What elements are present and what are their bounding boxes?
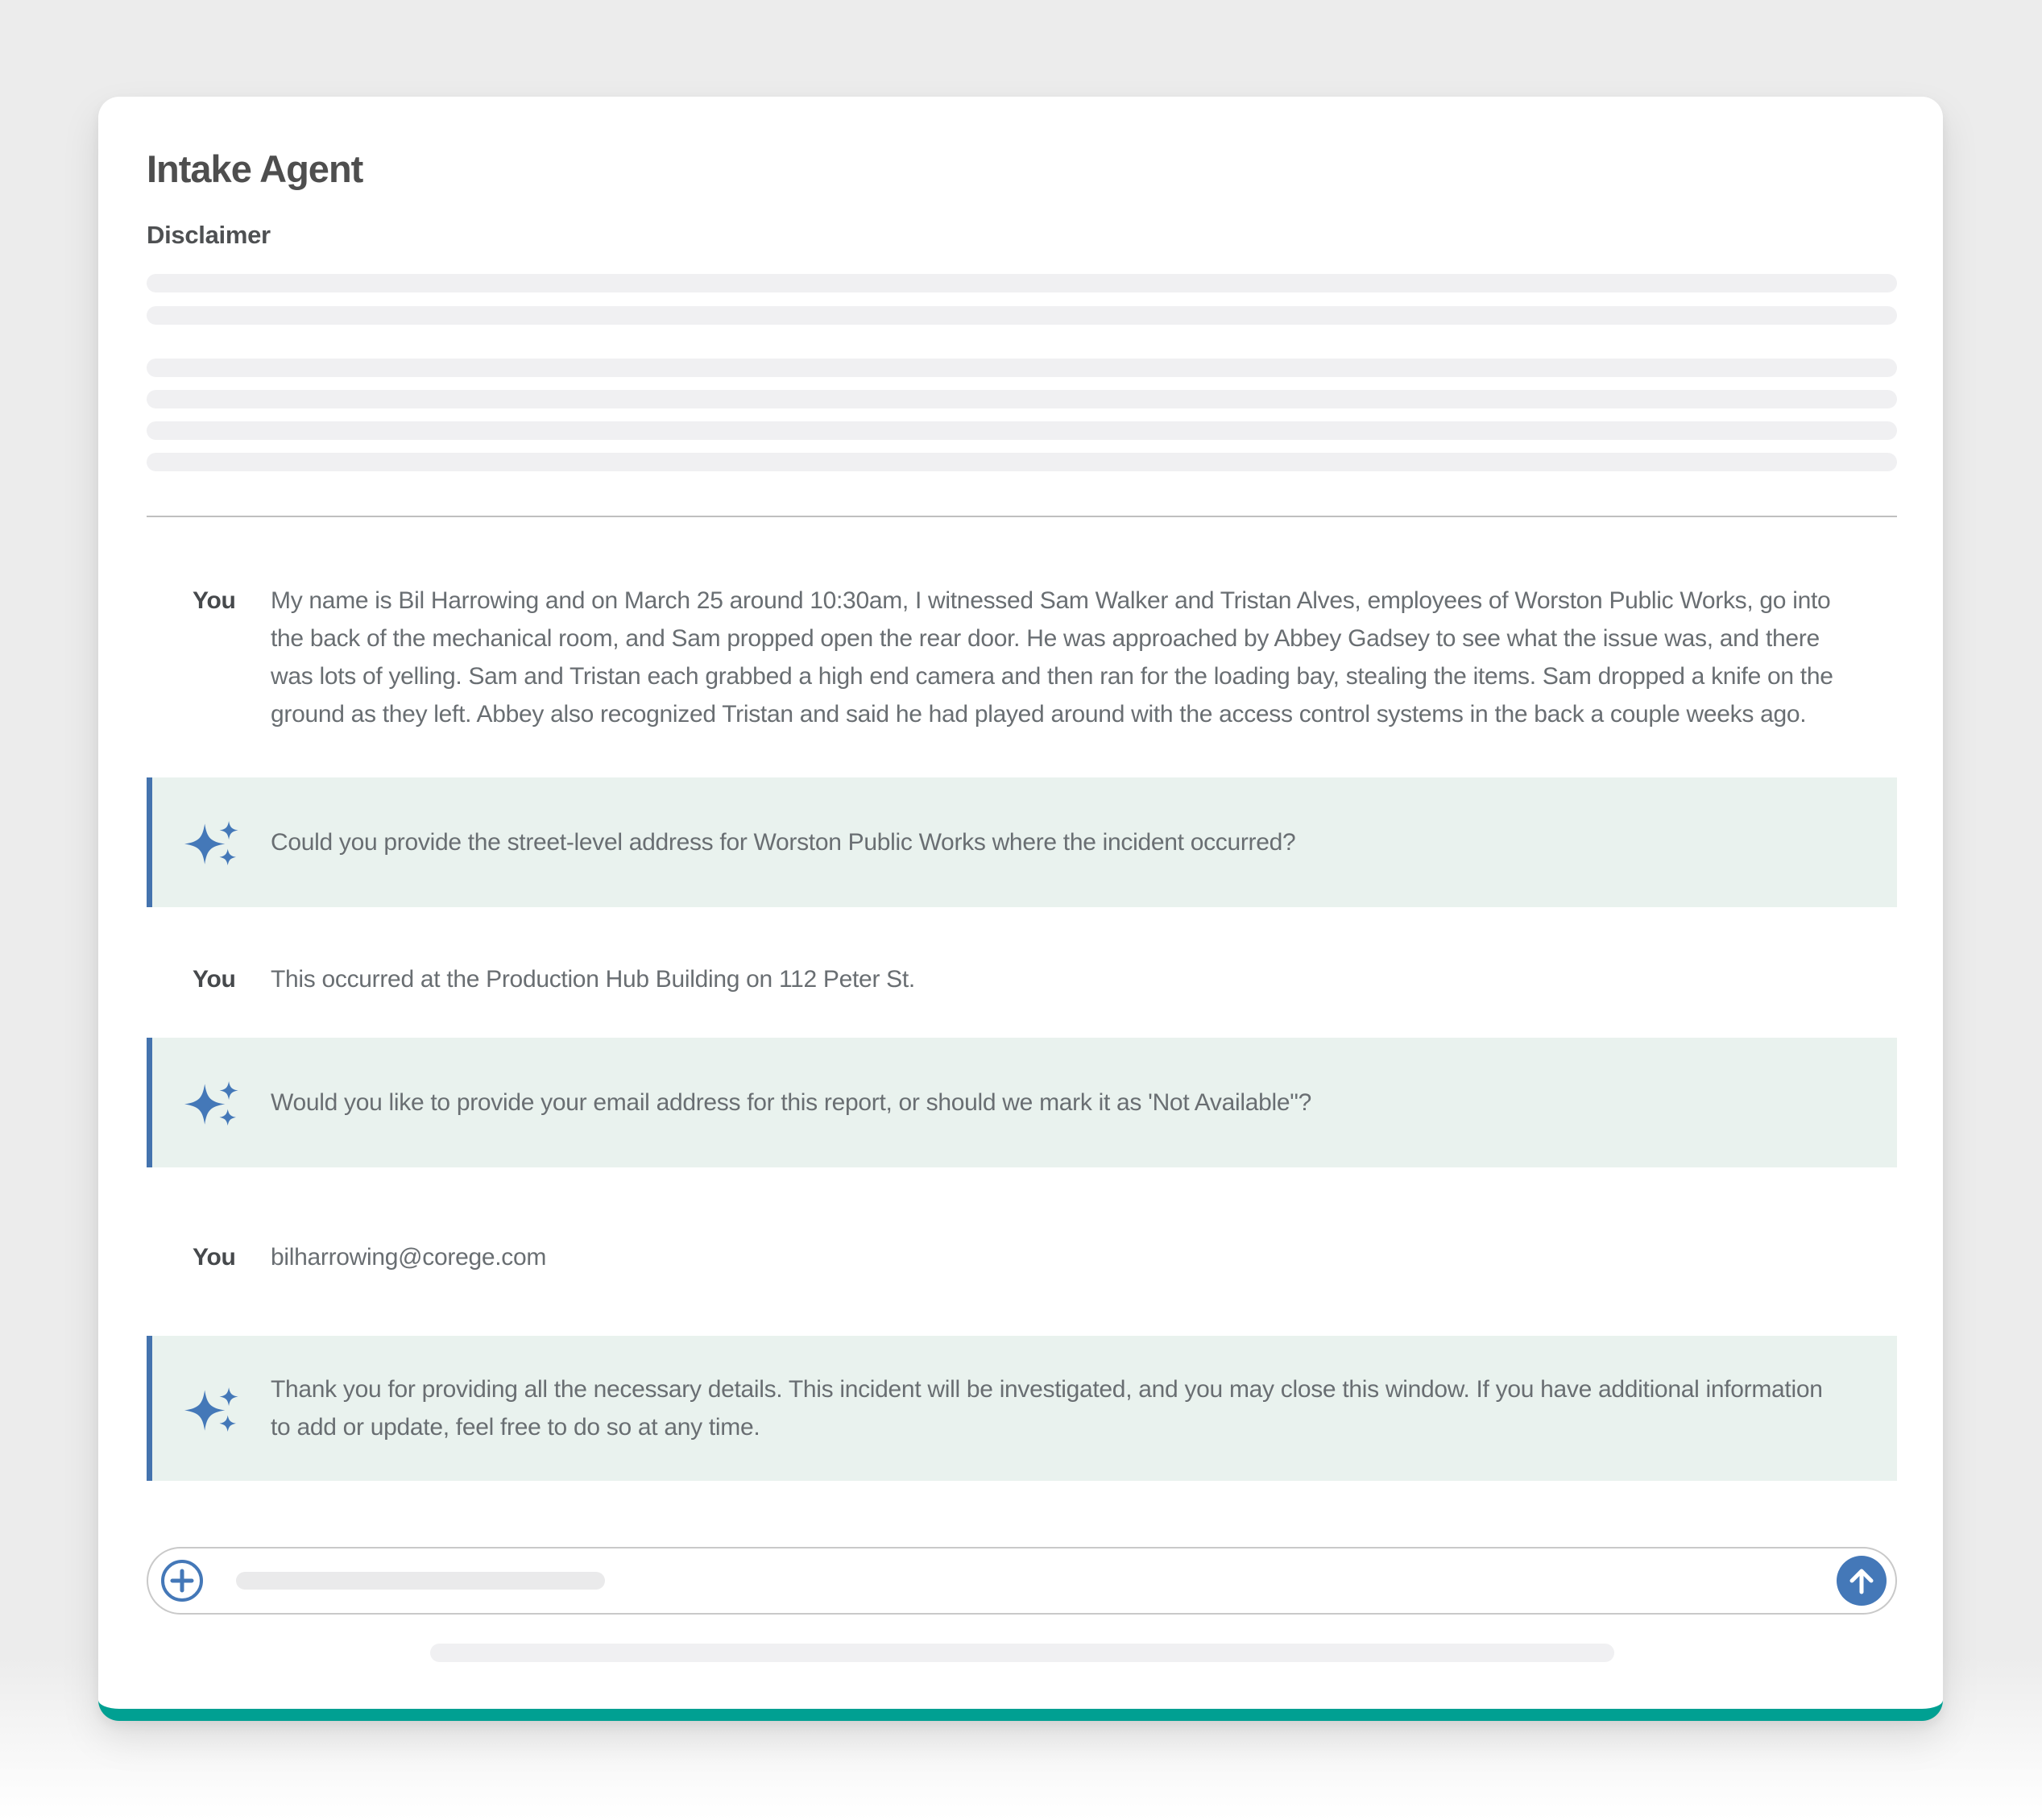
intake-agent-card xyxy=(98,97,1943,1721)
user-message-text: This occurred at the Production Hub Building on 112 Peter St. xyxy=(271,966,915,993)
message-row-agent xyxy=(147,1336,1897,1481)
skeleton-line xyxy=(147,453,1897,471)
send-button[interactable] xyxy=(1837,1556,1887,1606)
message-row-agent xyxy=(147,777,1897,907)
arrow-up-icon xyxy=(1837,1556,1887,1606)
message-input[interactable] xyxy=(204,1548,1837,1613)
user-label: You xyxy=(193,587,236,614)
agent-message-text: Could you provide the street-level address for Worston Public Works where the incident occurred? xyxy=(271,829,1296,856)
agent-message-text: Thank you for providing all the necessary details. This incident will be investigated, and you may close this window. If you have additional information to add or update, feel free to do so at any time. xyxy=(271,1376,1823,1441)
user-message-text: bilharrowing@corege.com xyxy=(271,1244,547,1271)
sparkles-icon xyxy=(152,1072,271,1133)
agent-message-text: Would you like to provide your email address for this report, or should we mark it as 'Not Available"? xyxy=(271,1089,1311,1116)
user-message-text: My name is Bil Harrowing and on March 25 around 10:30am, I witnessed Sam Walker and Tristan Alves, employees of Worston Public Works, go into the back of the mechanical room, and Sam propped open the rear door. He was approached by Abbey Gadsey to see what the issue was, and there was lots of yelling. Sam and Tristan each grabbed a high end camera and then ran for the loading bay, stealing the items. Sam dropped a knife on the ground as they left. Abbey also recognized Tristan and said he had played around with the access control systems in the back a couple weeks ago. xyxy=(271,587,1833,728)
sparkles-icon xyxy=(152,1378,271,1439)
input-placeholder-skeleton xyxy=(236,1572,605,1590)
skeleton-line xyxy=(147,421,1897,440)
skeleton-line xyxy=(147,306,1897,325)
user-label: You xyxy=(193,1244,236,1271)
plus-icon xyxy=(160,1559,204,1602)
message-row-agent xyxy=(147,1038,1897,1167)
divider xyxy=(147,516,1897,517)
footer-skeleton-line xyxy=(430,1644,1614,1662)
message-row-user xyxy=(147,1238,1897,1276)
skeleton-line xyxy=(147,359,1897,377)
message-row-user xyxy=(147,582,1897,733)
disclaimer-skeleton-group-1 xyxy=(147,274,1897,325)
attach-button[interactable] xyxy=(160,1559,204,1602)
skeleton-line xyxy=(147,274,1897,292)
disclaimer-skeleton-group-2 xyxy=(147,359,1897,471)
message-row-user xyxy=(147,960,1897,998)
page-title: Intake Agent xyxy=(147,147,363,190)
message-input-bar xyxy=(147,1547,1897,1615)
user-label: You xyxy=(193,966,236,993)
disclaimer-heading: Disclaimer xyxy=(147,221,271,249)
skeleton-line xyxy=(147,390,1897,408)
sparkles-icon xyxy=(152,812,271,873)
